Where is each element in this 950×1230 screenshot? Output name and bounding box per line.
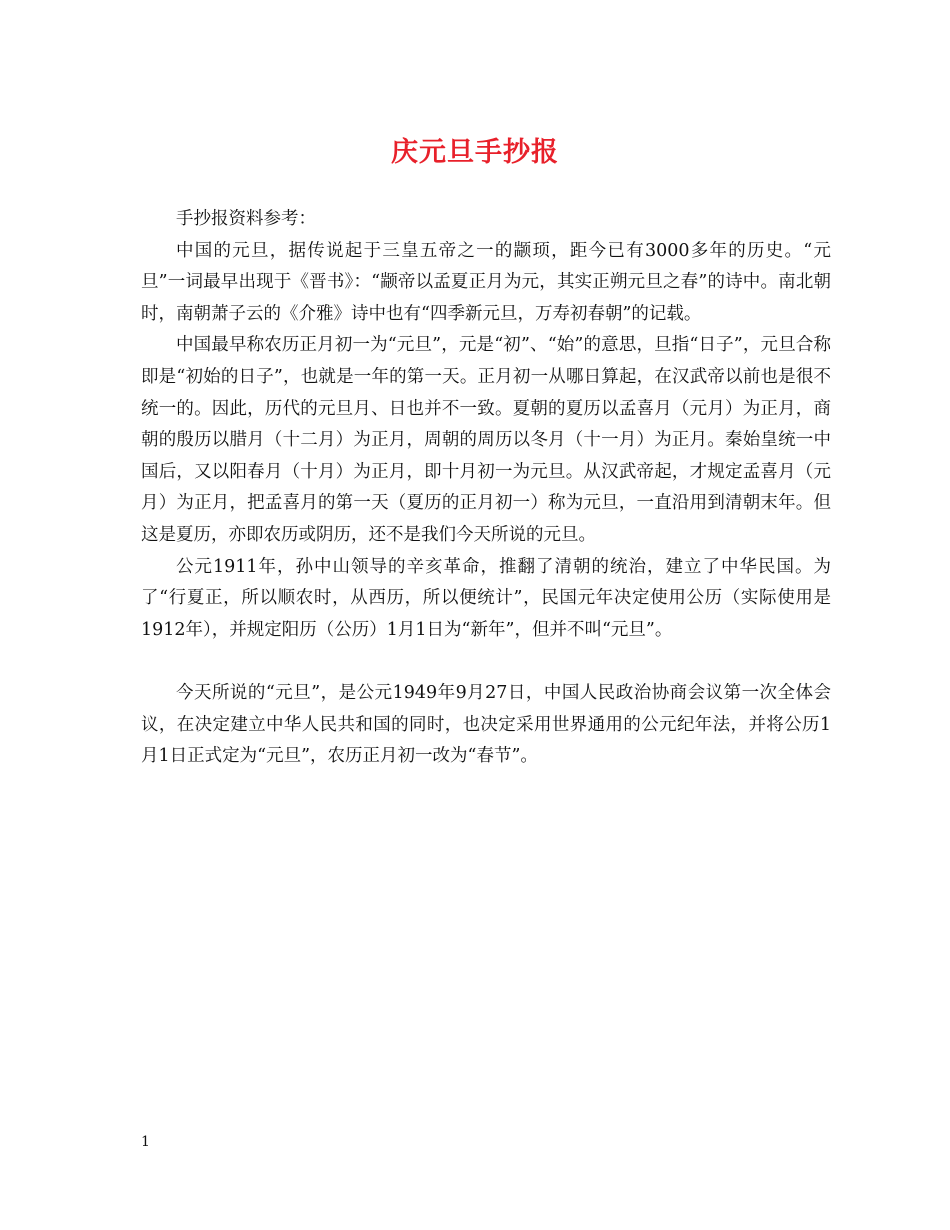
paragraph-intro: 手抄报资料参考： bbox=[176, 209, 316, 229]
paragraph-modern: 今天所说的“元旦”，是公元1949年9月27日，中国人民政治协商会议第一次全体会议，在决定建立中华人民共和国的同时，也决定采用世界通用的公元纪年法，并将公历1月1日正式定为“元旦”，农历正月初一改为“春节”。 bbox=[141, 682, 831, 767]
page-number: 1 bbox=[141, 1134, 150, 1150]
paragraph-republic: 公元1911年，孙中山领导的辛亥革命，推翻了清朝的统治，建立了中华民国。为了“行夏正，所以顺农时，从西历，所以便统计”，民国元年决定使用公历（实际使用是1912年），并规定阳历（公历）1月1日为“新年”，但并不叫“元旦”。 bbox=[141, 556, 831, 640]
paragraph-history: 中国最早称农历正月初一为“元旦”，元是“初”、“始”的意思，旦指“日子”，元旦合称即是“初始的日子”，也就是一年的第一天。正月初一从哪日算起，在汉武帝以前也是很不统一的。因此，历代的元旦月、日也并不一致。夏朝的夏历以孟喜月（元月）为正月，商朝的殷历以腊月（十二月）为正月，周朝的周历以冬月（十一月）为正月。秦始皇统一中国后，又以阳春月（十月）为正月，即十月初一为元旦。从汉武帝起，才规定孟喜月（元月）为正月，把孟喜月的第一天（夏历的正月初一）称为元旦，一直沿用到清朝末年。但这是夏历，亦即农历或阴历，还不是我们今天所说的元旦。 bbox=[141, 335, 831, 545]
paragraph-origin: 中国的元旦，据传说起于三皇五帝之一的颛顼，距今已有3000多年的历史。“元旦”一词最早出现于《晋书》：“颛帝以孟夏正月为元，其实正朔元旦之春”的诗中。南北朝时，南朝萧子云的《介雅》诗中也有“四季新元旦，万寿初春朝”的记载。 bbox=[141, 240, 831, 324]
document-body bbox=[141, 204, 831, 773]
page-title: 庆元旦手抄报 bbox=[391, 137, 559, 168]
